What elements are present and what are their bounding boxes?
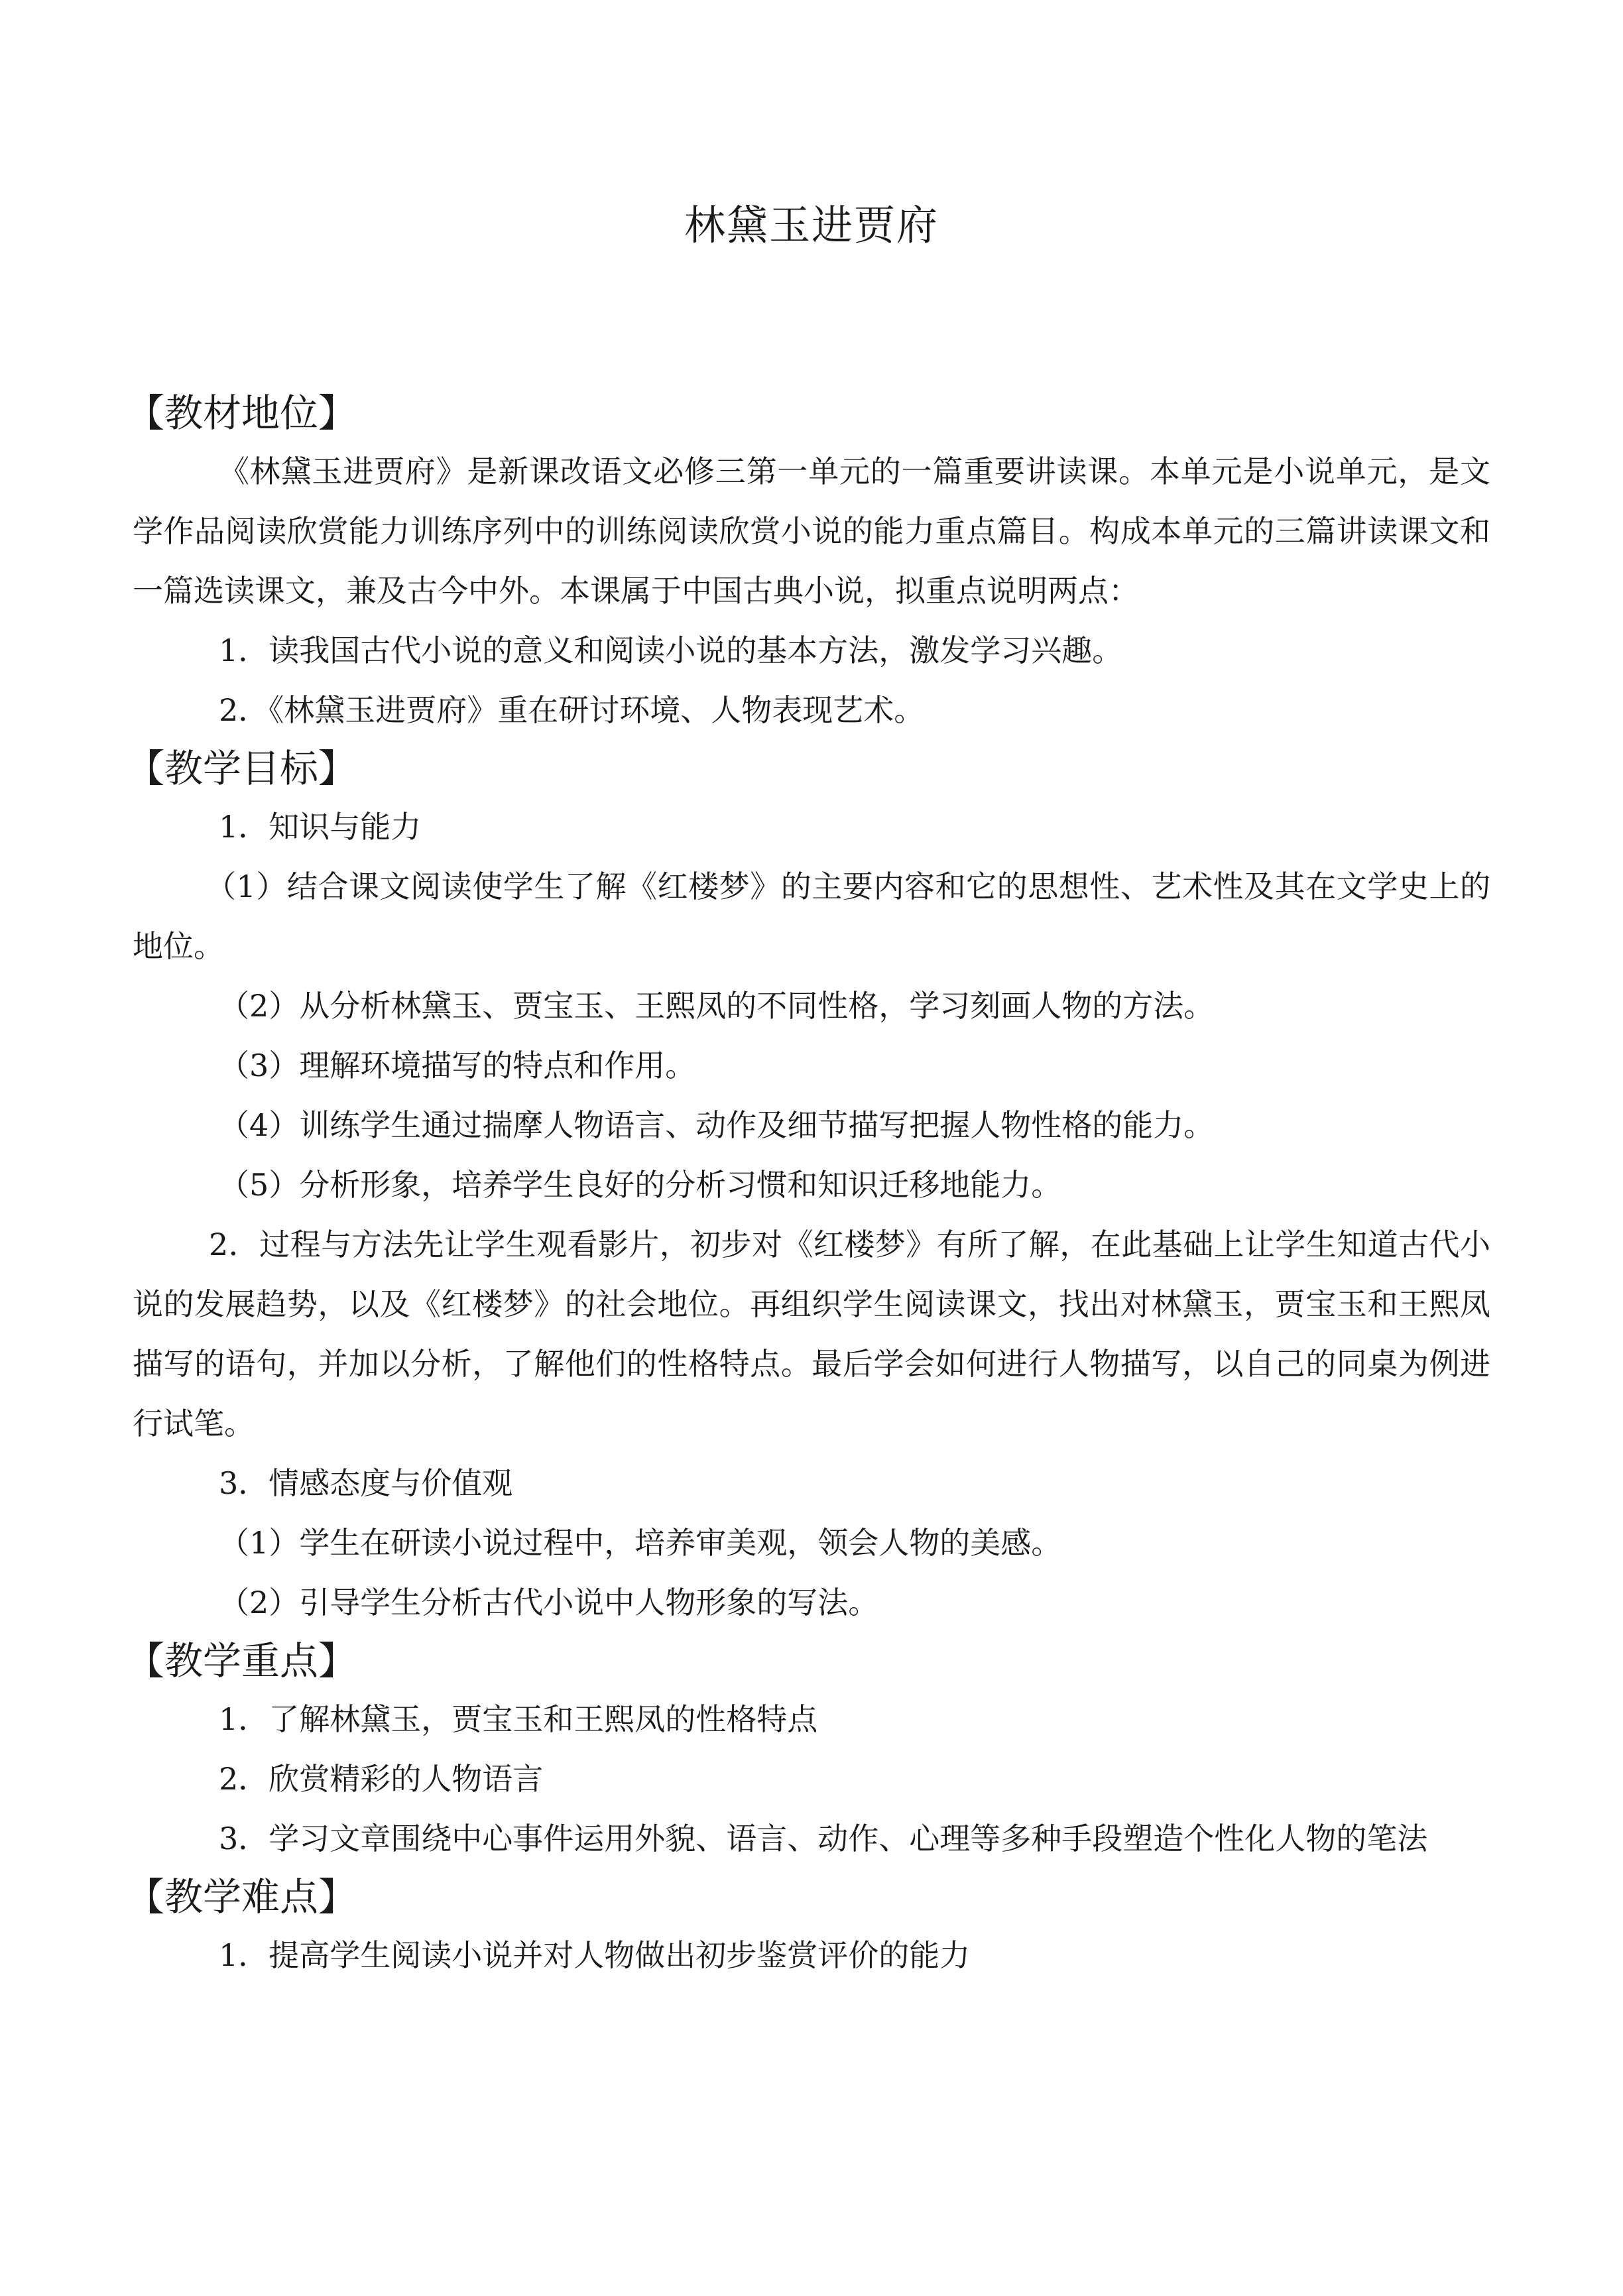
section-heading-key-points: 【教学重点】	[126, 1638, 357, 1683]
list-item: 1．提高学生阅读小说并对人物做出初步鉴赏评价的能力	[219, 1937, 971, 1973]
list-item: 2．《林黛玉进贾府》重在研讨环境、人物表现艺术。	[219, 692, 925, 728]
section-heading-teaching-goals: 【教学目标】	[126, 746, 357, 791]
list-item: 1．读我国古代小说的意义和阅读小说的基本方法，激发学习兴趣。	[219, 633, 1123, 668]
list-item: 3．学习文章围绕中心事件运用外貌、语言、动作、心理等多种手段塑造个性化人物的笔法	[219, 1821, 1428, 1856]
list-item: （2）从分析林黛玉、贾宝玉、王熙凤的不同性格，学习刻画人物的方法。	[219, 988, 1215, 1024]
document-title: 林黛玉进贾府	[684, 201, 939, 249]
list-item: （4）训练学生通过揣摩人物语言、动作及细节描写把握人物性格的能力。	[219, 1107, 1215, 1143]
list-item: （1）学生在研读小说过程中，培养审美观，领会人物的美感。	[219, 1525, 1062, 1561]
document-body	[126, 385, 1490, 1985]
list-item: （5）分析形象，培养学生良好的分析习惯和知识迁移地能力。	[219, 1167, 1062, 1203]
paragraph-process-method: 2．过程与方法先让学生观看影片，初步对《红楼梦》有所了解，在此基础上让学生知道古代小说的发展趋势，以及《红楼梦》的社会地位。再组织学生阅读课文，找出对林黛玉，贾宝玉和王熙凤描写的语句，并加以分析，了解他们的性格特点。最后学会如何进行人物描写，以自己的同桌为例进行试笔。	[133, 1227, 1490, 1441]
goal-group-label: 1．知识与能力	[219, 809, 422, 845]
list-item: （3）理解环境描写的特点和作用。	[219, 1048, 696, 1083]
paragraph-textbook-position: 《林黛玉进贾府》是新课改语文必修三第一单元的一篇重要讲读课。本单元是小说单元，是文学作品阅读欣赏能力训练序列中的训练阅读欣赏小说的能力重点篇目。构成本单元的三篇讲读课文和一篇选读课文，兼及古今中外。本课属于中国古典小说，拟重点说明两点：	[133, 453, 1490, 609]
list-item: 1．了解林黛玉，贾宝玉和王熙凤的性格特点	[219, 1701, 818, 1737]
list-item: 2．欣赏精彩的人物语言	[219, 1761, 544, 1797]
list-item: （2）引导学生分析古代小说中人物形象的写法。	[219, 1585, 879, 1620]
list-item: （1）结合课文阅读使学生了解《红楼梦》的主要内容和它的思想性、艺术性及其在文学史上的地位。	[133, 869, 1490, 964]
section-heading-difficult-points: 【教学难点】	[126, 1874, 357, 1919]
goal-group-label: 3．情感态度与价值观	[219, 1465, 513, 1501]
section-heading-textbook-position: 【教材地位】	[126, 391, 357, 436]
